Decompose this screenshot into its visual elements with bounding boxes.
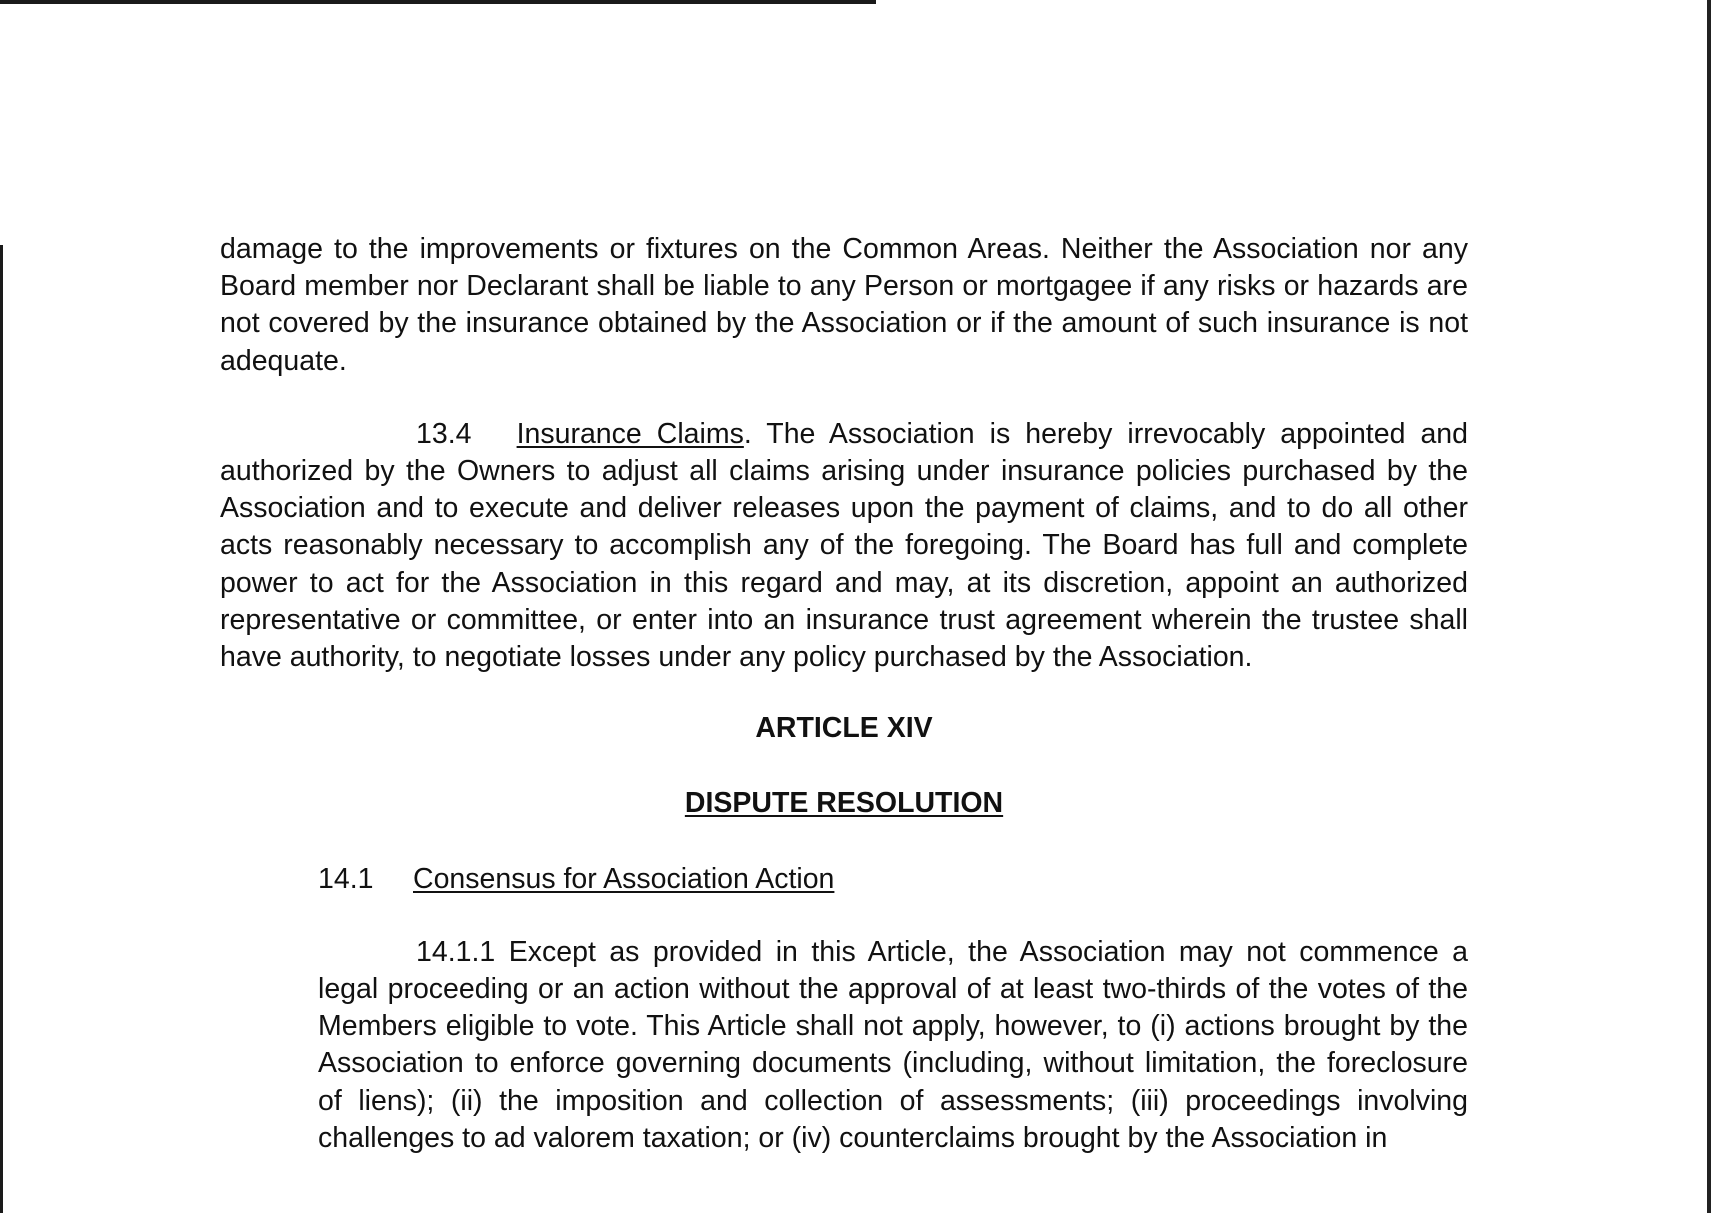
section-title: Insurance Claims xyxy=(516,417,744,450)
section-title: Consensus for Association Action xyxy=(413,862,835,895)
article-title xyxy=(220,785,1468,822)
section-number: 13.4 xyxy=(416,417,472,450)
section-number: 14.1.1 xyxy=(416,935,496,968)
article-heading: ARTICLE XIV xyxy=(755,712,933,745)
article-title-text: DISPUTE RESOLUTION xyxy=(684,787,1004,820)
section-number: 14.1 xyxy=(318,862,374,895)
scan-right-border xyxy=(1707,0,1711,1213)
section-14-1 xyxy=(318,861,1468,898)
scan-top-border xyxy=(0,0,876,4)
section-body: . The Association is hereby irrevocably appointed and authorized by the Owners to adjust all claims arising under insurance policies purchased by the Association and to execute and deliver releases upon the payment of claims, and to do all other acts reasonably necessary to accomplish any of the foregoing. The Board has full and complete power to act for the Association in this regard and may, at its discretion, appoint an authorized representative or committee, or enter into an insurance trust agreement wherein the trustee shall have authority, to negotiate losses under any policy purchased by the Association. xyxy=(220,417,1468,674)
section-body: Except as provided in this Article, the Association may not commence a legal proceeding or an action without the approval of at least two-thirds of the votes of the Members eligible to vote. This Article shall not apply, however, to (i) actions brought by the Association to enforce governing documents (including, without limitation, the foreclosure of liens); (ii) the imposition and collection of assessments; (iii) proceedings involving challenges to ad valorem taxation; or (iv) counterclaims brought by the Association in xyxy=(318,935,1469,1154)
scan-left-border xyxy=(0,245,3,1213)
document-page xyxy=(220,231,1468,1157)
section-13-4 xyxy=(220,416,1468,676)
paragraph-insurance-liability: damage to the improvements or fixtures on the Common Areas. Neither the Association nor any Board member nor Declarant shall be liable to any Person or mortgagee if any risks or hazards are not covered by the insurance obtained by the Association or if the amount of such insurance is not adequate. xyxy=(220,233,1468,377)
section-14-1-1 xyxy=(318,934,1468,1157)
